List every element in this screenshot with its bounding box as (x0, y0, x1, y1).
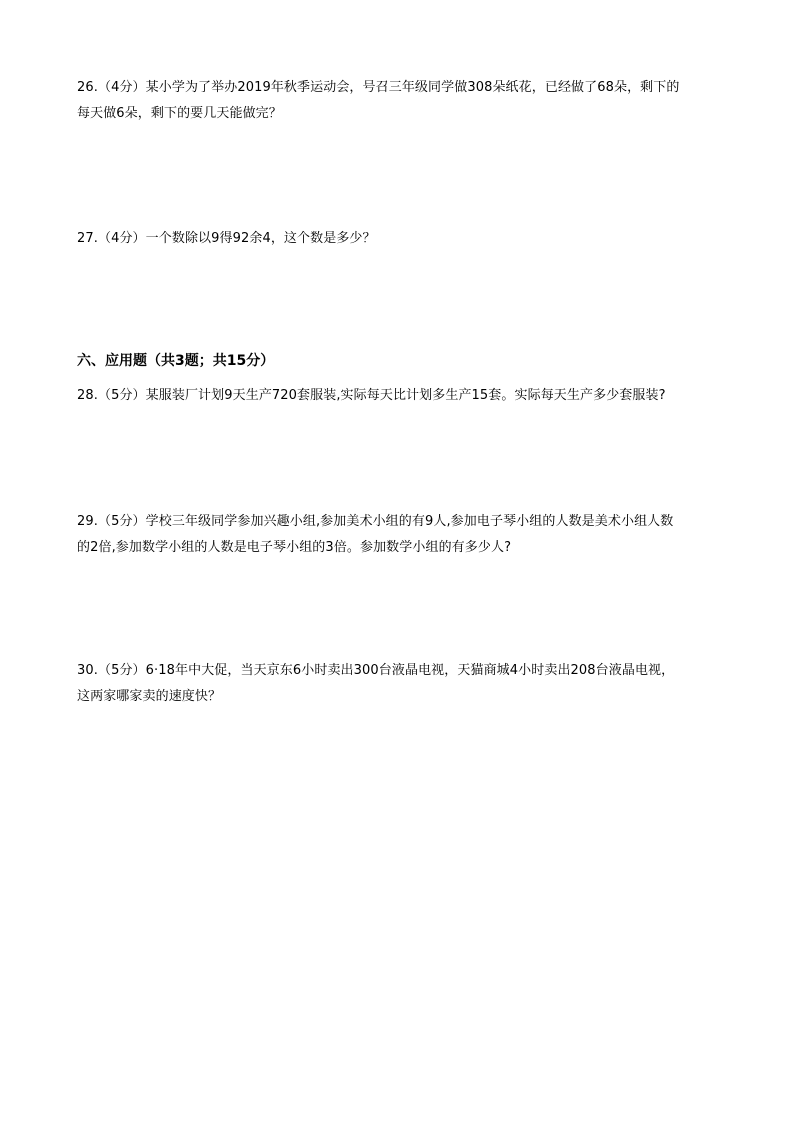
question-27 (77, 226, 725, 252)
question-29 (77, 509, 725, 561)
question-26 (77, 75, 725, 127)
question-29-line-2: 的2倍,参加数学小组的人数是电子琴小组的3倍。参加数学小组的有多少人? (77, 540, 512, 555)
question-29-line-1: 29.（5分）学校三年级同学参加兴趣小组,参加美术小组的有9人,参加电子琴小组的人数是美术小组人数 (77, 514, 674, 529)
section-6-title: 六、应用题（共3题；共15分） (77, 353, 275, 369)
question-30-line-1: 30.（5分）6·18年中大促，当天京东6小时卖出300台液晶电视，天猫商城4小时卖出208台液晶电视， (77, 663, 675, 678)
question-26-line-2: 每天做6朵，剩下的要几天能做完？ (77, 106, 282, 121)
question-28-line-1: 28.（5分）某服装厂计划9天生产720套服装,实际每天比计划多生产15套。实际每天生产多少套服装? (77, 388, 666, 403)
question-30 (77, 658, 725, 710)
question-26-line-1: 26.（4分）某小学为了举办2019年秋季运动会，号召三年级同学做308朵纸花，已经做了68朵，剩下的 (77, 80, 680, 95)
question-30-line-2: 这两家哪家卖的速度快？ (77, 689, 222, 704)
question-27-line-1: 27.（4分）一个数除以9得92余4，这个数是多少？ (77, 231, 376, 246)
question-28 (77, 383, 725, 409)
